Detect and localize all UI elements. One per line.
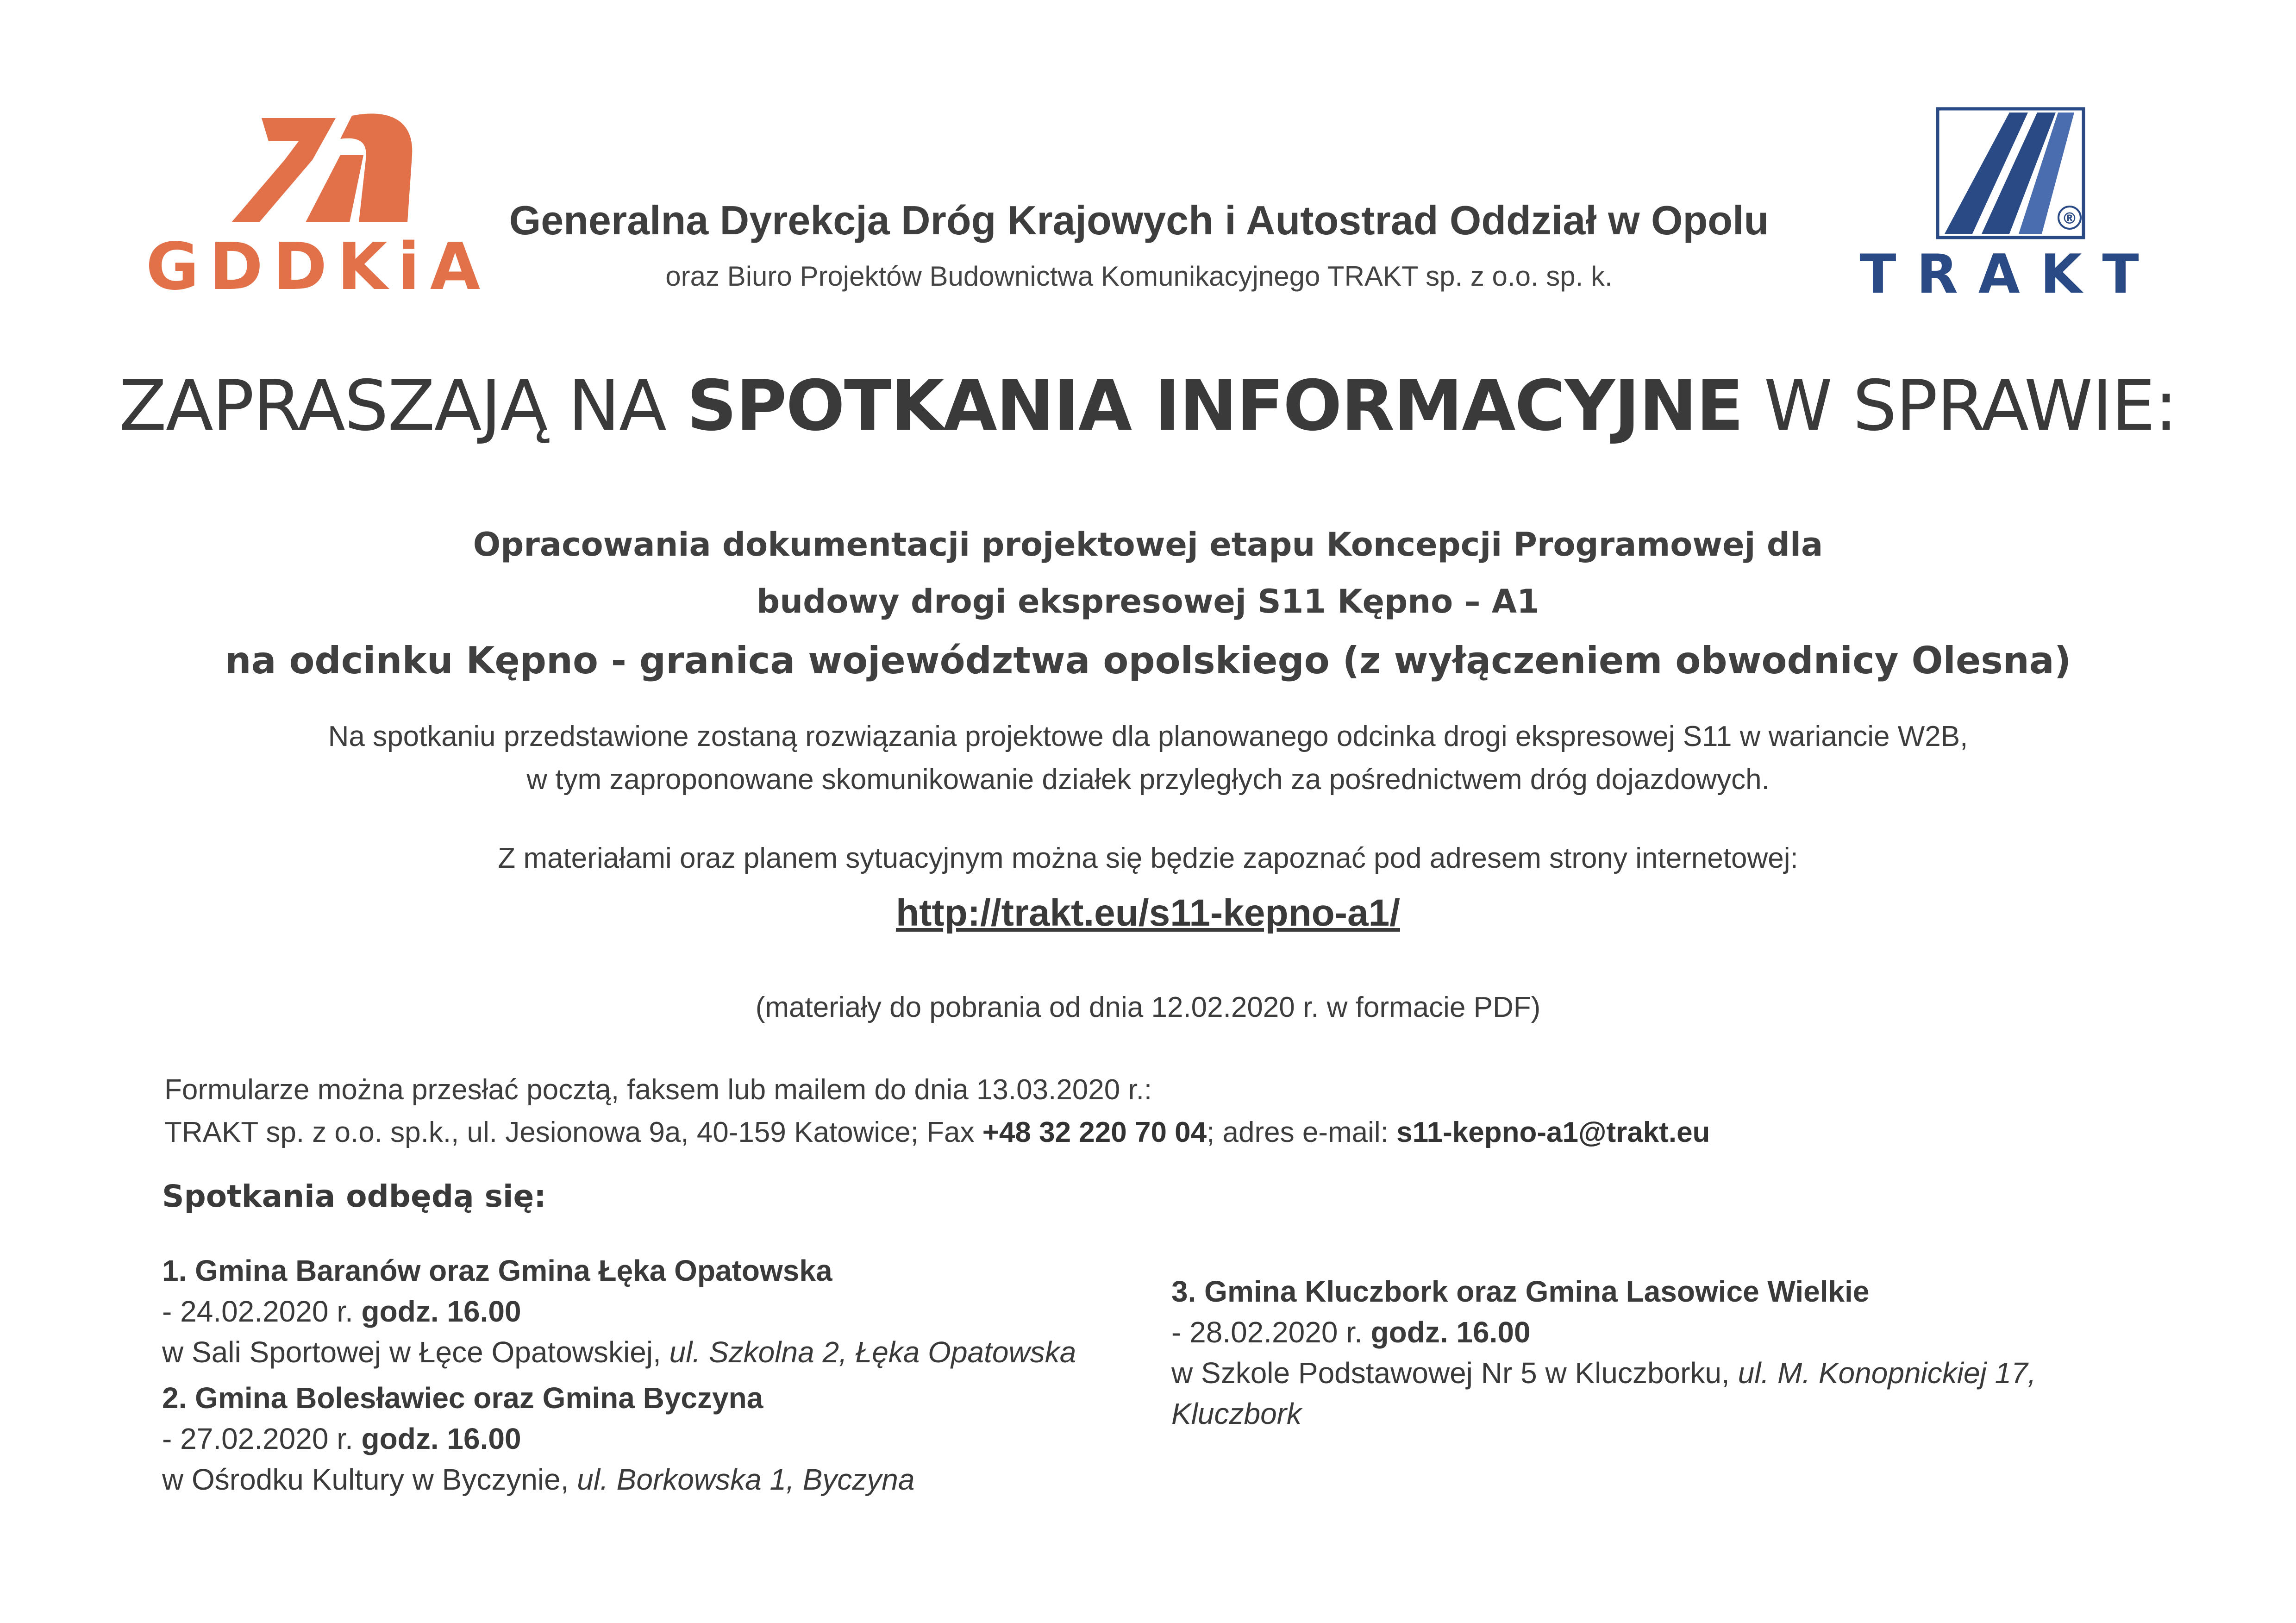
email-address[interactable]: s11-kepno-a1@trakt.eu — [1396, 1116, 1710, 1148]
meeting-title: 2. Gmina Bolesławiec oraz Gmina Byczyna — [162, 1381, 763, 1415]
trakt-logo — [1824, 104, 2195, 306]
meeting-time: godz. 16.00 — [361, 1295, 521, 1328]
description-line-2: w tym zaproponowane skomunikowanie działek przyległych za pośrednictwem dróg dojazdowych. — [526, 764, 1770, 796]
meeting-item — [162, 1378, 914, 1500]
meeting-location — [162, 1459, 914, 1500]
meeting-address: ul. M. Konopnickiej 17, — [1738, 1356, 2036, 1390]
meeting-item — [1171, 1271, 2036, 1434]
headline-part-2: SPOTKANIA INFORMACYJNE — [687, 366, 1743, 446]
fax-number: +48 32 220 70 04 — [982, 1116, 1207, 1148]
meeting-date: - 27.02.2020 r. — [162, 1422, 362, 1455]
meeting-address-city: Kluczbork — [1171, 1397, 1301, 1430]
meeting-item — [162, 1250, 1076, 1372]
trakt-road-icon — [1824, 104, 2195, 243]
forms-address: TRAKT sp. z o.o. sp.k., ul. Jesionowa 9a, 40-159 Katowice; Fax — [164, 1116, 982, 1148]
subject-line-1: Opracowania dokumentacji projektowej etapu Koncepcji Programowej dla — [473, 526, 1823, 564]
subject-line-3: na odcinku Kępno - granica województwa opolskiego (z wyłączeniem obwodnicy Olesna) — [225, 639, 2071, 682]
gddkia-road-icon — [146, 90, 484, 229]
meeting-address: ul. Borkowska 1, Byczyna — [577, 1463, 915, 1496]
meeting-place: w Szkole Podstawowej Nr 5 w Kluczborku, — [1171, 1356, 1738, 1390]
meeting-location — [1171, 1353, 2036, 1393]
download-note: (materiały do pobrania od dnia 12.02.2020 r. w formacie PDF) — [755, 991, 1541, 1023]
meeting-location-city — [1171, 1393, 2036, 1434]
materials-text: Z materiałami oraz planem sytuacyjnym można się będzie zapoznać pod adresem strony internetowej: — [498, 842, 1798, 874]
materials-link[interactable]: http://trakt.eu/s11-kepno-a1/ — [895, 892, 1401, 934]
header-subtitle: oraz Biuro Projektów Budownictwa Komunikacyjnego TRAKT sp. z o.o. sp. k. — [665, 261, 1613, 292]
email-label: ; adres e-mail: — [1207, 1116, 1397, 1148]
meeting-location — [162, 1332, 1076, 1372]
meeting-datetime — [162, 1418, 914, 1459]
registered-mark: ® — [2062, 209, 2077, 228]
meeting-place: w Ośrodku Kultury w Byczynie, — [162, 1463, 577, 1496]
meeting-title: 3. Gmina Kluczbork oraz Gmina Lasowice Wielkie — [1171, 1275, 1870, 1308]
meeting-place: w Sali Sportowej w Łęce Opatowskiej, — [162, 1335, 669, 1369]
meeting-datetime — [162, 1291, 1076, 1332]
meeting-title: 1. Gmina Baranów oraz Gmina Łęka Opatowska — [162, 1254, 832, 1287]
meeting-date: - 28.02.2020 r. — [1171, 1316, 1371, 1349]
headline — [0, 366, 2296, 446]
forms-contact — [164, 1116, 1710, 1149]
meetings-heading: Spotkania odbędą się: — [162, 1178, 546, 1214]
description-line-1: Na spotkaniu przedstawione zostaną rozwiązania projektowe dla planowanego odcinka drogi ekspresowej S11 w wariancie W2B, — [328, 721, 1968, 752]
gddkia-wordmark: GDDKiA — [146, 229, 491, 305]
meeting-time: godz. 16.00 — [361, 1422, 521, 1455]
headline-part-1: ZAPRASZAJĄ NA — [119, 366, 687, 446]
meeting-datetime — [1171, 1312, 2036, 1353]
forms-deadline: Formularze można przesłać pocztą, faksem lub mailem do dnia 13.03.2020 r.: — [164, 1074, 1152, 1106]
meeting-date: - 24.02.2020 r. — [162, 1295, 362, 1328]
header-title: Generalna Dyrekcja Dróg Krajowych i Autostrad Oddział w Opolu — [509, 197, 1769, 243]
trakt-wordmark: TRAKT — [1859, 243, 2159, 306]
gddkia-logo — [146, 90, 491, 308]
meeting-time: godz. 16.00 — [1370, 1316, 1531, 1349]
headline-part-3: W SPRAWIE: — [1742, 366, 2177, 446]
meeting-address: ul. Szkolna 2, Łęka Opatowska — [669, 1335, 1076, 1369]
subject-line-2: budowy drogi ekspresowej S11 Kępno – A1 — [757, 583, 1539, 620]
